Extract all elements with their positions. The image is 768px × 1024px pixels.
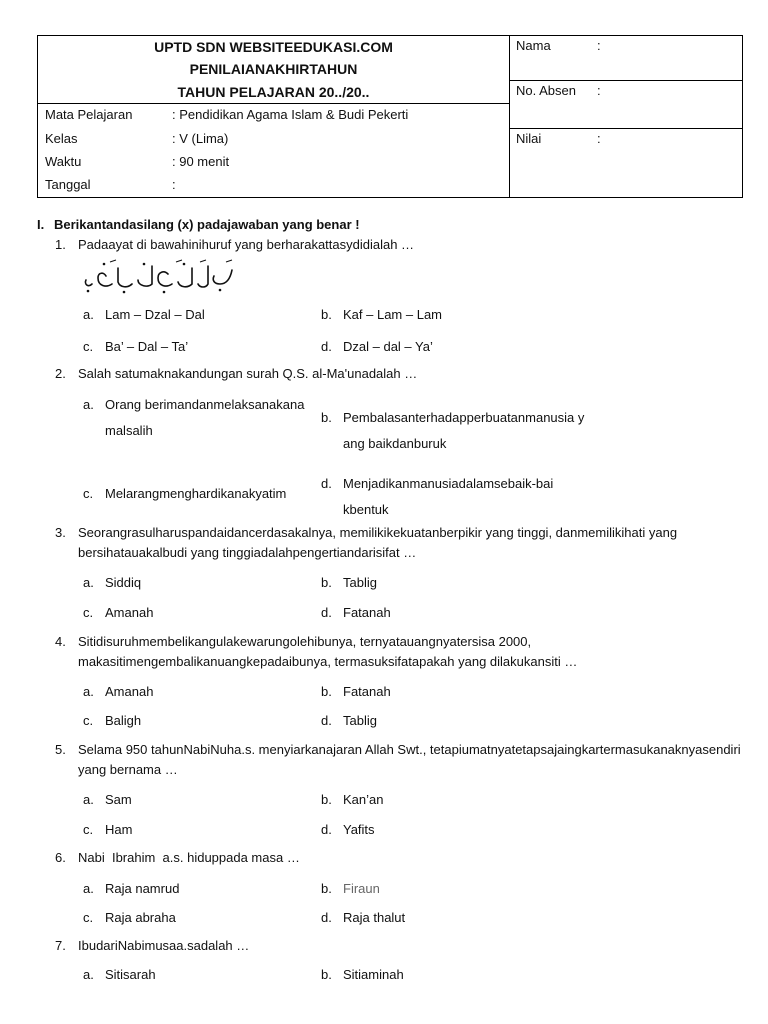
option-letter: d. bbox=[321, 605, 332, 620]
option-text: Raja thalut bbox=[343, 910, 406, 925]
option-text: Sitiaminah bbox=[343, 967, 404, 982]
field-label: Nama bbox=[516, 38, 551, 53]
info-label: Kelas bbox=[45, 131, 78, 146]
option-letter: a. bbox=[83, 397, 94, 412]
option-text: Kaf – Lam – Lam bbox=[343, 307, 442, 322]
option-letter: b. bbox=[321, 410, 332, 425]
option-letter: c. bbox=[83, 605, 94, 620]
option-letter: d. bbox=[321, 910, 332, 925]
info-value: : bbox=[172, 177, 176, 192]
section-number: I. bbox=[37, 217, 45, 232]
option-text: Tablig bbox=[343, 575, 377, 590]
option-letter: a. bbox=[83, 307, 94, 322]
option-text: Kan’an bbox=[343, 792, 384, 807]
option-letter: d. bbox=[321, 822, 332, 837]
info-value: : V (Lima) bbox=[172, 131, 229, 146]
info-value: : Pendidikan Agama Islam & Budi Pekerti bbox=[172, 107, 409, 122]
question-number: 5. bbox=[55, 742, 66, 757]
option-text: Tablig bbox=[343, 713, 377, 728]
header-right bbox=[509, 36, 743, 197]
option-text: Menjadikanmanusiadalamsebaik-baikbentuk bbox=[343, 476, 554, 517]
question-number: 4. bbox=[55, 634, 66, 649]
option-text: Orang berimandanmelaksanakanamalsalih bbox=[105, 397, 305, 438]
option-letter: a. bbox=[83, 684, 94, 699]
option-text: Amanah bbox=[105, 605, 154, 620]
option-text: Ham bbox=[105, 822, 133, 837]
option-text: Dzal – dal – Ya’ bbox=[343, 339, 433, 354]
option-letter: d. bbox=[321, 476, 332, 491]
field-label: Nilai bbox=[516, 131, 542, 146]
option-text: Firaun bbox=[343, 881, 380, 896]
attendance-number-field[interactable] bbox=[509, 81, 743, 129]
option-text: Sitisarah bbox=[105, 967, 156, 982]
option-letter: b. bbox=[321, 575, 332, 590]
option-letter: b. bbox=[321, 792, 332, 807]
option-letter: c. bbox=[83, 713, 94, 728]
exam-name: PENILAIANAKHIRTAHUN bbox=[189, 61, 358, 77]
question-number: 3. bbox=[55, 525, 66, 540]
option-letter: d. bbox=[321, 339, 332, 354]
info-label: Waktu bbox=[45, 154, 82, 169]
info-label: Tanggal bbox=[45, 177, 91, 192]
info-label: Mata Pelajaran bbox=[45, 107, 133, 122]
name-field[interactable] bbox=[509, 36, 743, 81]
question-text: IbudariNabimusaa.sadalah … bbox=[78, 938, 250, 953]
header-left bbox=[38, 36, 510, 197]
exam-header-table bbox=[37, 35, 743, 198]
option-letter: a. bbox=[83, 967, 94, 982]
option-text: Ba’ – Dal – Ta’ bbox=[105, 339, 189, 354]
option-letter: d. bbox=[321, 713, 332, 728]
field-colon: : bbox=[597, 131, 601, 146]
option-letter: c. bbox=[83, 339, 94, 354]
option-text: Pembalasanterhadapperbuatanmanusia yang baikdanburuk bbox=[343, 410, 585, 451]
option-text: Baligh bbox=[105, 713, 142, 728]
score-field[interactable] bbox=[509, 129, 743, 198]
option-text: Raja abraha bbox=[105, 910, 176, 925]
option-letter: b. bbox=[321, 307, 332, 322]
option-text: Melarangmenghardikanakyatim bbox=[105, 486, 287, 501]
option-letter: b. bbox=[321, 881, 332, 896]
arabic-verse-image bbox=[80, 258, 240, 298]
option-letter: c. bbox=[83, 822, 94, 837]
info-value: : 90 menit bbox=[172, 154, 230, 169]
option-letter: a. bbox=[83, 792, 94, 807]
field-label: No. Absen bbox=[516, 83, 576, 98]
option-text: Siddiq bbox=[105, 575, 142, 590]
section-title: Berikantandasilang (x) padajawaban yang benar ! bbox=[54, 217, 360, 232]
option-letter: b. bbox=[321, 967, 332, 982]
option-letter: b. bbox=[321, 684, 332, 699]
question-number: 2. bbox=[55, 366, 66, 381]
question-text: Selama 950 tahunNabiNuha.s. menyiarkanajaran Allah Swt., tetapiumatnyatetapsajaingkartermasukanaknyasendiri yang bernama … bbox=[78, 742, 741, 777]
option-text: Raja namrud bbox=[105, 881, 180, 896]
question-text: Seorangrasulharuspandaidancerdasakalnya, memilikikekuatanberpikir yang tinggi, danmemilikihati yang bersihatauakalbudi yang tinggiadalahpengertiandarisifat … bbox=[78, 525, 678, 560]
question-text: Sitidisuruhmembelikangulakewarungolehibunya, ternyatauangnyatersisa 2000, makasitimengembalikanuangkepadaibunya, termasuksifatapakah yang dilakukansiti … bbox=[78, 634, 578, 669]
question-text: Padaayat di bawahinihuruf yang berharakattasydidialah … bbox=[78, 237, 415, 252]
field-colon: : bbox=[597, 38, 601, 53]
option-text: Lam – Dzal – Dal bbox=[105, 307, 205, 322]
option-letter: c. bbox=[83, 486, 94, 501]
question-text: Salah satumaknakandungan surah Q.S. al-Ma'unadalah … bbox=[78, 366, 418, 381]
question-text: Nabi Ibrahim a.s. hiduppada masa … bbox=[78, 850, 300, 865]
option-letter: c. bbox=[83, 910, 94, 925]
option-text: Fatanah bbox=[343, 684, 391, 699]
school-name: UPTD SDN WEBSITEEDUKASI.COM bbox=[154, 39, 393, 55]
academic-year: TAHUN PELAJARAN 20../20.. bbox=[177, 84, 370, 100]
option-letter: a. bbox=[83, 575, 94, 590]
option-text: Amanah bbox=[105, 684, 154, 699]
question-number: 1. bbox=[55, 237, 66, 252]
question-number: 6. bbox=[55, 850, 66, 865]
option-text: Sam bbox=[105, 792, 132, 807]
field-colon: : bbox=[597, 83, 601, 98]
option-text: Yafits bbox=[343, 822, 375, 837]
header-title-block bbox=[38, 36, 509, 104]
option-text: Fatanah bbox=[343, 605, 391, 620]
question-number: 7. bbox=[55, 938, 66, 953]
option-letter: a. bbox=[83, 881, 94, 896]
